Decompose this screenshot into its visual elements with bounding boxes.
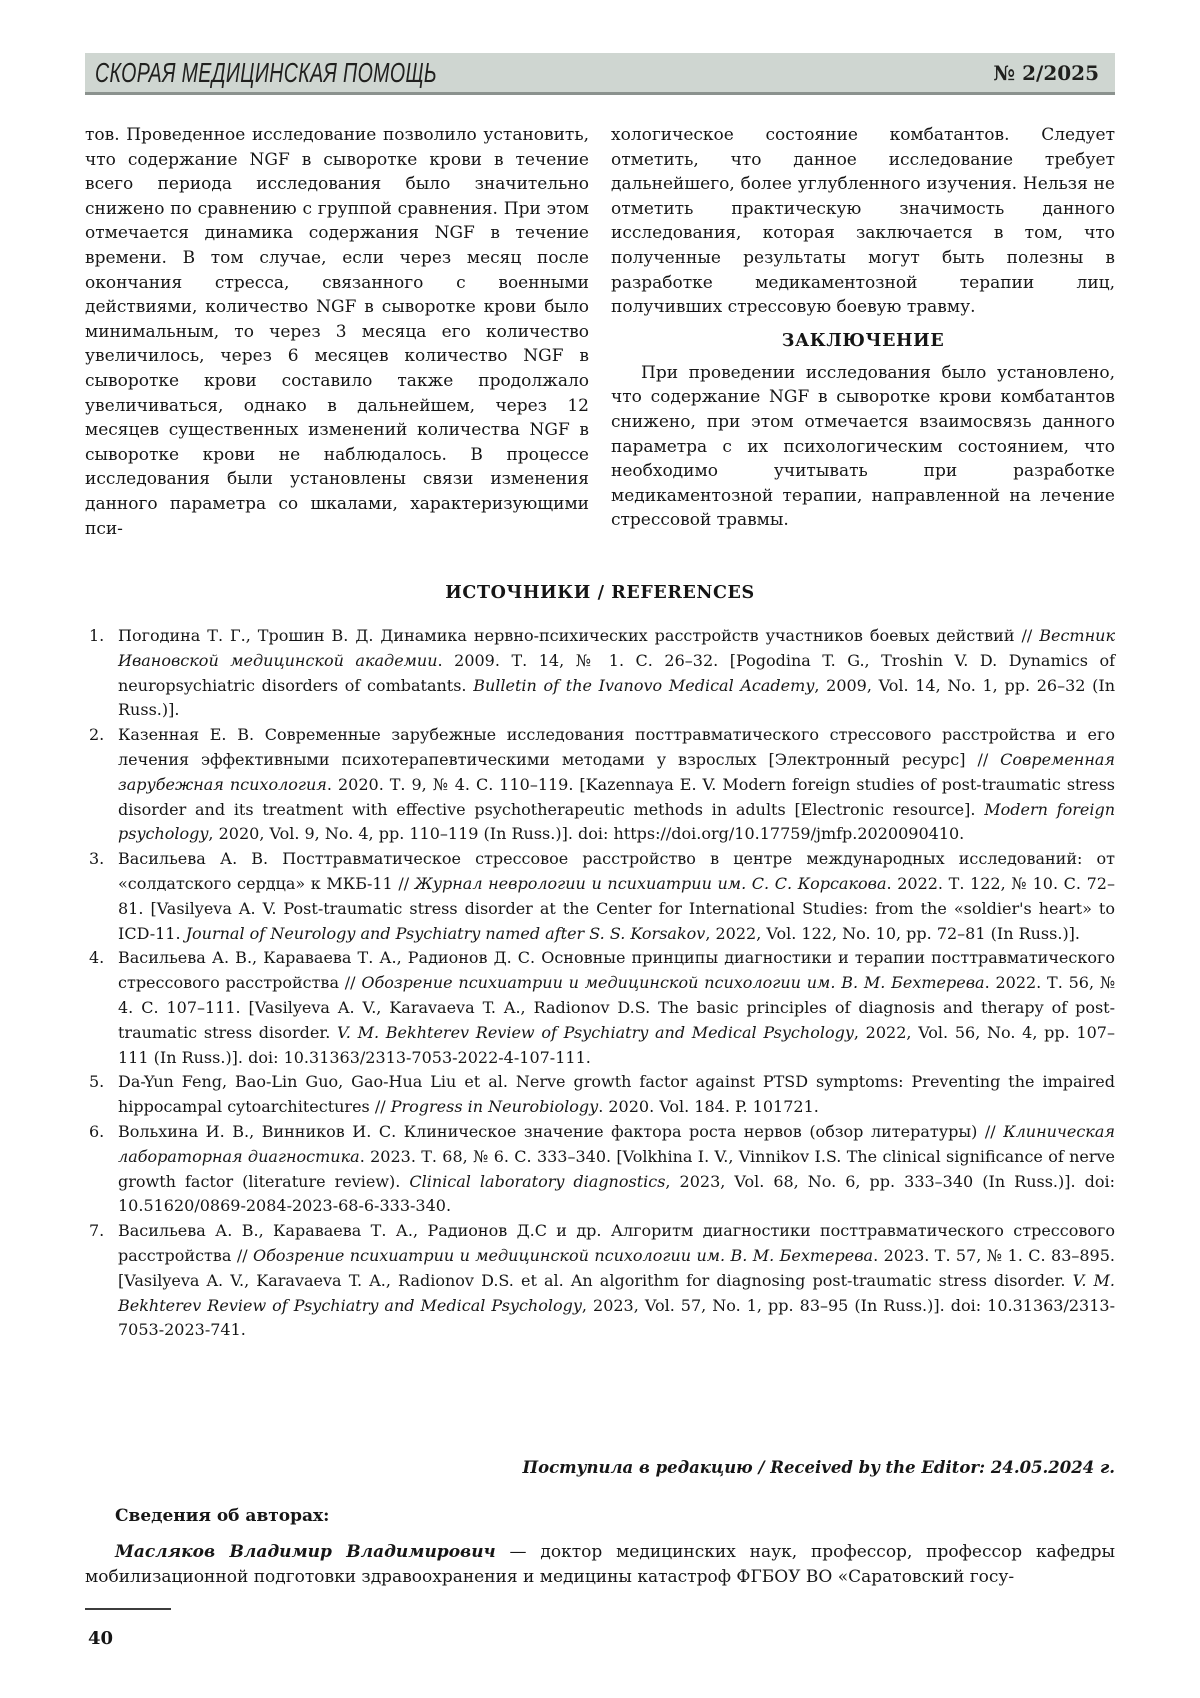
reference-number: 7. — [89, 1221, 105, 1241]
reference-item: 3. Васильева А. В. Посттравматическое стрессовое расстройство в центре международных исследований: от «солдатского сердца» к МКБ-11 // Журнал неврологии и психиатрии им. С. С. Корсакова. 2022. Т. 122, № 10. С. 72–81. [Vasilyeva A. V. Post-traumatic stress disorder at the Center for International Studies: from the «soldier's heart» to ICD-11. Journal of Neurology and Psychiatry named after S. S. Korsakov, 2022, Vol. 122, No. 10, pp. 72–81 (In Russ.)]. — [89, 849, 1115, 943]
article-paragraph-right: хологическое состояние комбатантов. Следует отметить, что данное исследование требует дальнейшего, более углубленного изучения. Нельзя не отметить практическую значимость данного исследования, которая заключается в том, что полученные результаты могут быть полезны в разработке медикаментозной терапии лиц, получивших стрессовую боевую травму. — [611, 125, 1115, 318]
reference-number: 5. — [89, 1072, 105, 1092]
reference-number: 3. — [89, 849, 105, 869]
reference-item: 6. Вольхина И. В., Винников И. С. Клиническое значение фактора роста нервов (обзор литературы) // Клиническая лабораторная диагностика. 2023. Т. 68, № 6. С. 333–340. [Volkhina I. V., Vinnikov I.S. The clinical significance of nerve growth factor (literature review). Clinical laboratory diagnostics, 2023, Vol. 68, No. 6, pp. 333–340 (In Russ.)]. doi: 10.51620/0869-2084-2023-68-6-333-340. — [89, 1121, 1116, 1216]
reference-number: 4. — [89, 948, 105, 968]
reference-number: 6. — [89, 1121, 105, 1141]
reference-number: 2. — [89, 725, 105, 745]
author-info-paragraph: Масляков Владимир Владимирович — доктор медицинских наук, профессор, профессор кафедры мобилизационной подготовки здравоохранения и медицины катастроф ФГБОУ ВО «Саратовский госу- — [85, 1542, 1115, 1587]
reference-number: 1. — [89, 626, 105, 645]
conclusion-paragraph: При проведении исследования было установлено, что содержание NGF в сыворотке крови комбатантов снижено, при этом отмечается взаимосвязь данного параметра с их психологическим состоянием, что необходимо учитывать при разработке медикаментозной терапии, направленной на лечение стрессовой травмы. — [611, 362, 1115, 531]
reference-item: 7. Васильева А. В., Караваева Т. А., Радионов Д.С и др. Алгоритм диагностики посттравматического стрессового расстройства // Обозрение психиатрии и медицинской психологии им. В. М. Бехтерева. 2023. Т. 57, № 1. С. 83–895. [Vasilyeva A. V., Karavaeva T. A., Radionov D.S. et al. An algorithm for diagnosing post-traumatic stress disorder. V. M. Bekhterev Review of Psychiatry and Medical Psychology, 2023, Vol. 57, No. 1, pp. 83–95 (In Russ.)]. doi: 10.31363/2313-7053-2023-741. — [89, 1221, 1116, 1340]
right-column — [611, 123, 1115, 541]
journal-title: СКОРАЯ МЕДИЦИНСКАЯ ПОМОЩЬ — [95, 56, 438, 88]
left-column — [85, 123, 589, 541]
authors-section-heading: Сведения об авторах: — [115, 1506, 330, 1526]
received-line: Поступила в редакцию / Received by the Editor: 24.05.2024 г. — [522, 1458, 1115, 1477]
reference-item: 5. Da-Yun Feng, Bao-Lin Guo, Gao-Hua Liu et al. Nerve growth factor against PTSD symptoms: Preventing the impaired hippocampal cytoarchitectures // Progress in Neurobiology. 2020. Vol. 184. P. 101721. — [89, 1072, 1115, 1117]
issue-number: № 2/2025 — [993, 60, 1099, 85]
article-paragraph-left: тов. Проведенное исследование позволило установить, что содержание NGF в сыворотке крови в течение всего периода исследования было значительно снижено по сравнению с группой сравнения. При этом отмечается динамика содержания NGF в течение времени. В том случае, если через месяц после окончания стресса, связанного с военными действиями, количество NGF в сыворотке крови было минимальным, то через 3 месяца его количество увеличилось, через 6 месяцев количество NGF в сыворотке крови составило также продолжало увеличиваться, однако в дальнейшем, через 12 месяцев существенных изменений количества NGF в сыворотке крови не наблюдалось. В процессе исследования были установлены связи изменения данного параметра со шкалами, характеризующими пси- — [85, 125, 589, 539]
journal-header-bar — [85, 53, 1115, 95]
reference-item: 4. Васильева А. В., Караваева Т. А., Радионов Д. С. Основные принципы диагностики и терапии посттравматического стрессового расстройства // Обозрение психиатрии и медицинской психологии им. В. М. Бехтерева. 2022. Т. 56, № 4. С. 107–111. [Vasilyeva A. V., Karavaeva T. A., Radionov D.S. The basic principles of diagnosis and therapy of post-traumatic stress disorder. V. M. Bekhterev Review of Psychiatry and Medical Psychology, 2022, Vol. 56, No. 4, pp. 107–111 (In Russ.)]. doi: 10.31363/2313-7053-2022-4-107-111. — [89, 948, 1115, 1067]
footer-rule — [85, 1608, 171, 1610]
article-body — [85, 123, 1115, 541]
page-number: 40 — [88, 1628, 114, 1649]
conclusion-heading: ЗАКЛЮЧЕНИЕ — [781, 330, 945, 351]
references-heading: ИСТОЧНИКИ / REFERENCES — [445, 583, 755, 603]
reference-item: 1. Погодина Т. Г., Трошин В. Д. Динамика нервно-психических расстройств участников боевых действий // Вестник Ивановской медицинской академии. 2009. Т. 14, № 1. С. 26–32. [Pogodina T. G., Troshin V. D. Dynamics of neuropsychiatric disorders of combatants. Bulletin of the Ivanovo Medical Academy, 2009, Vol. 14, No. 1, pp. 26–32 (In Russ.)]. — [89, 626, 1115, 720]
references-list — [85, 624, 1115, 1343]
reference-item: 2. Казенная Е. В. Современные зарубежные исследования посттравматического стрессового расстройства и его лечения эффективными психотерапевтическими методами у взрослых [Электронный ресурс] // Современная зарубежная психология. 2020. Т. 9, № 4. С. 110–119. [Kazennaya E. V. Modern foreign studies of post-traumatic stress disorder and its treatment with effective psychotherapeutic methods in adults [Electronic resource]. Modern foreign psychology, 2020, Vol. 9, No. 4, pp. 110–119 (In Russ.)]. doi: https://doi.org/10.17759/jmfp.2020090410. — [89, 725, 1116, 844]
